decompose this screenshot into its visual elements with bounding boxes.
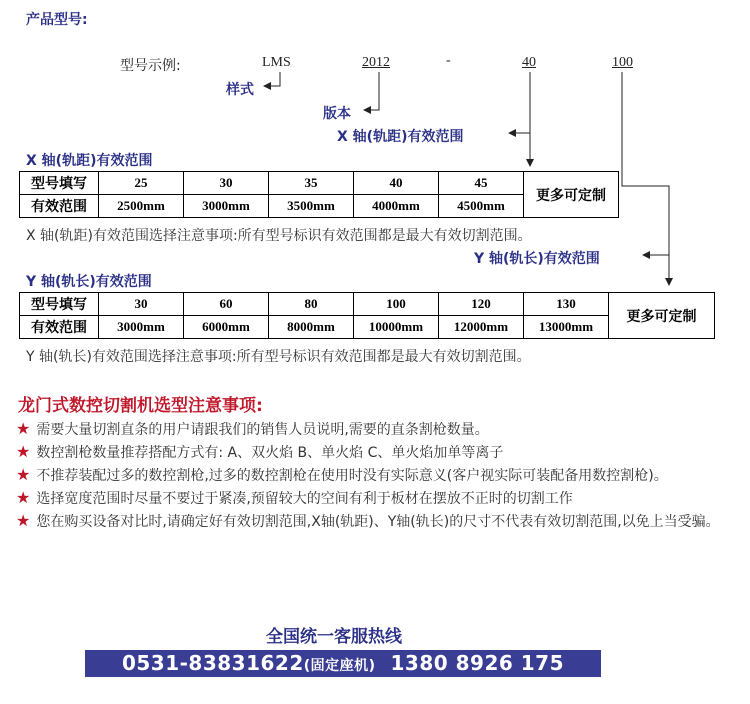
hotline-landline-tag: (固定座机): [303, 658, 376, 674]
x-model-cell: 40: [354, 172, 439, 195]
list-item: [16, 441, 734, 464]
x-range-cell: 4000mm: [354, 195, 439, 218]
x-range-cell: 2500mm: [99, 195, 184, 218]
note-text: 您在购买设备对比时,请确定好有效切割范围,X轴(轨距)、Y轴(轨长)的尺寸不代表有效切割范围,以免上当受骗。: [36, 514, 720, 530]
y-range-cell: 3000mm: [99, 316, 184, 339]
y-more-custom: 更多可定制: [609, 293, 715, 339]
example-part-dash: -: [446, 53, 451, 68]
note-text: 数控割枪数量推荐搭配方式有: A、双火焰 B、单火焰 C、单火焰加单等离子: [36, 445, 504, 461]
y-table-title: Y 轴(轨长)有效范围: [26, 274, 152, 290]
notes-section-title: 龙门式数控切割机选型注意事项:: [18, 396, 263, 416]
hotline-bar: [85, 650, 601, 677]
note-text: 需要大量切割直条的用户请跟我们的销售人员说明,需要的直条割枪数量。: [36, 422, 489, 438]
x-range-cell: 3500mm: [269, 195, 354, 218]
x-model-cell: 30: [184, 172, 269, 195]
x-table-note: X 轴(轨距)有效范围选择注意事项:所有型号标识有效范围都是最大有效切割范围。: [26, 228, 532, 244]
star-icon: ★: [16, 511, 31, 530]
arrow-version: [364, 72, 379, 110]
star-icon: ★: [16, 442, 31, 461]
y-range-cell: 8000mm: [269, 316, 354, 339]
arrow-style: [264, 72, 280, 86]
note-text: 不推荐装配过多的数控割枪,过多的数控割枪在使用时没有实际意义(客户视实际可装配备用数控割枪)。: [36, 468, 668, 484]
y-range-cell: 13000mm: [524, 316, 609, 339]
y-model-cell: 60: [184, 293, 269, 316]
example-part-style: LMS: [262, 55, 291, 70]
arrow-x-label: [509, 72, 530, 133]
x-table-title: X 轴(轨距)有效范围: [26, 153, 153, 169]
star-icon: ★: [16, 488, 31, 507]
example-label: 型号示例:: [120, 58, 181, 74]
x-axis-table: [19, 171, 619, 218]
y-model-cell: 30: [99, 293, 184, 316]
y-axis-table: [19, 292, 715, 339]
x-model-cell: 35: [269, 172, 354, 195]
x-range-callout: X 轴(轨距)有效范围: [337, 129, 464, 145]
x-range-cell: 3000mm: [184, 195, 269, 218]
row-header-range: 有效范围: [20, 195, 99, 218]
y-model-cell: 130: [524, 293, 609, 316]
x-range-cell: 4500mm: [439, 195, 524, 218]
notes-list: [16, 418, 734, 533]
star-icon: ★: [16, 465, 31, 484]
hotline-title: 全国统一客服热线: [266, 627, 402, 647]
y-model-cell: 80: [269, 293, 354, 316]
list-item: [16, 418, 734, 441]
y-model-cell: 120: [439, 293, 524, 316]
list-item: [16, 510, 734, 533]
x-model-cell: 25: [99, 172, 184, 195]
y-model-cell: 100: [354, 293, 439, 316]
y-range-cell: 6000mm: [184, 316, 269, 339]
y-table-note: Y 轴(轨长)有效范围选择注意事项:所有型号标识有效范围都是最大有效切割范围。: [26, 349, 531, 365]
x-model-cell: 45: [439, 172, 524, 195]
note-text: 选择宽度范围时尽量不要过于紧凑,预留较大的空间有利于板材在摆放不正时的切割工作: [36, 491, 573, 507]
example-part-y: 100: [612, 55, 633, 70]
star-icon: ★: [16, 419, 31, 438]
hotline-mobile: 1380 8926 175: [390, 651, 565, 675]
hotline-landline: 0531-83831622: [121, 651, 304, 675]
table-row: [20, 293, 715, 316]
style-label: 样式: [226, 82, 254, 98]
arrow-y-line: [622, 72, 669, 285]
example-part-version: 2012: [362, 55, 390, 70]
row-header-model: 型号填写: [20, 293, 99, 316]
row-header-range: 有效范围: [20, 316, 99, 339]
x-more-custom: 更多可定制: [524, 172, 619, 218]
example-part-x: 40: [522, 55, 536, 70]
row-header-model: 型号填写: [20, 172, 99, 195]
y-range-cell: 12000mm: [439, 316, 524, 339]
version-label: 版本: [323, 106, 351, 122]
list-item: [16, 487, 734, 510]
page-title: 产品型号:: [26, 12, 88, 28]
table-row: [20, 172, 619, 195]
y-range-callout: Y 轴(轨长)有效范围: [474, 251, 600, 267]
list-item: [16, 464, 734, 487]
y-range-cell: 10000mm: [354, 316, 439, 339]
